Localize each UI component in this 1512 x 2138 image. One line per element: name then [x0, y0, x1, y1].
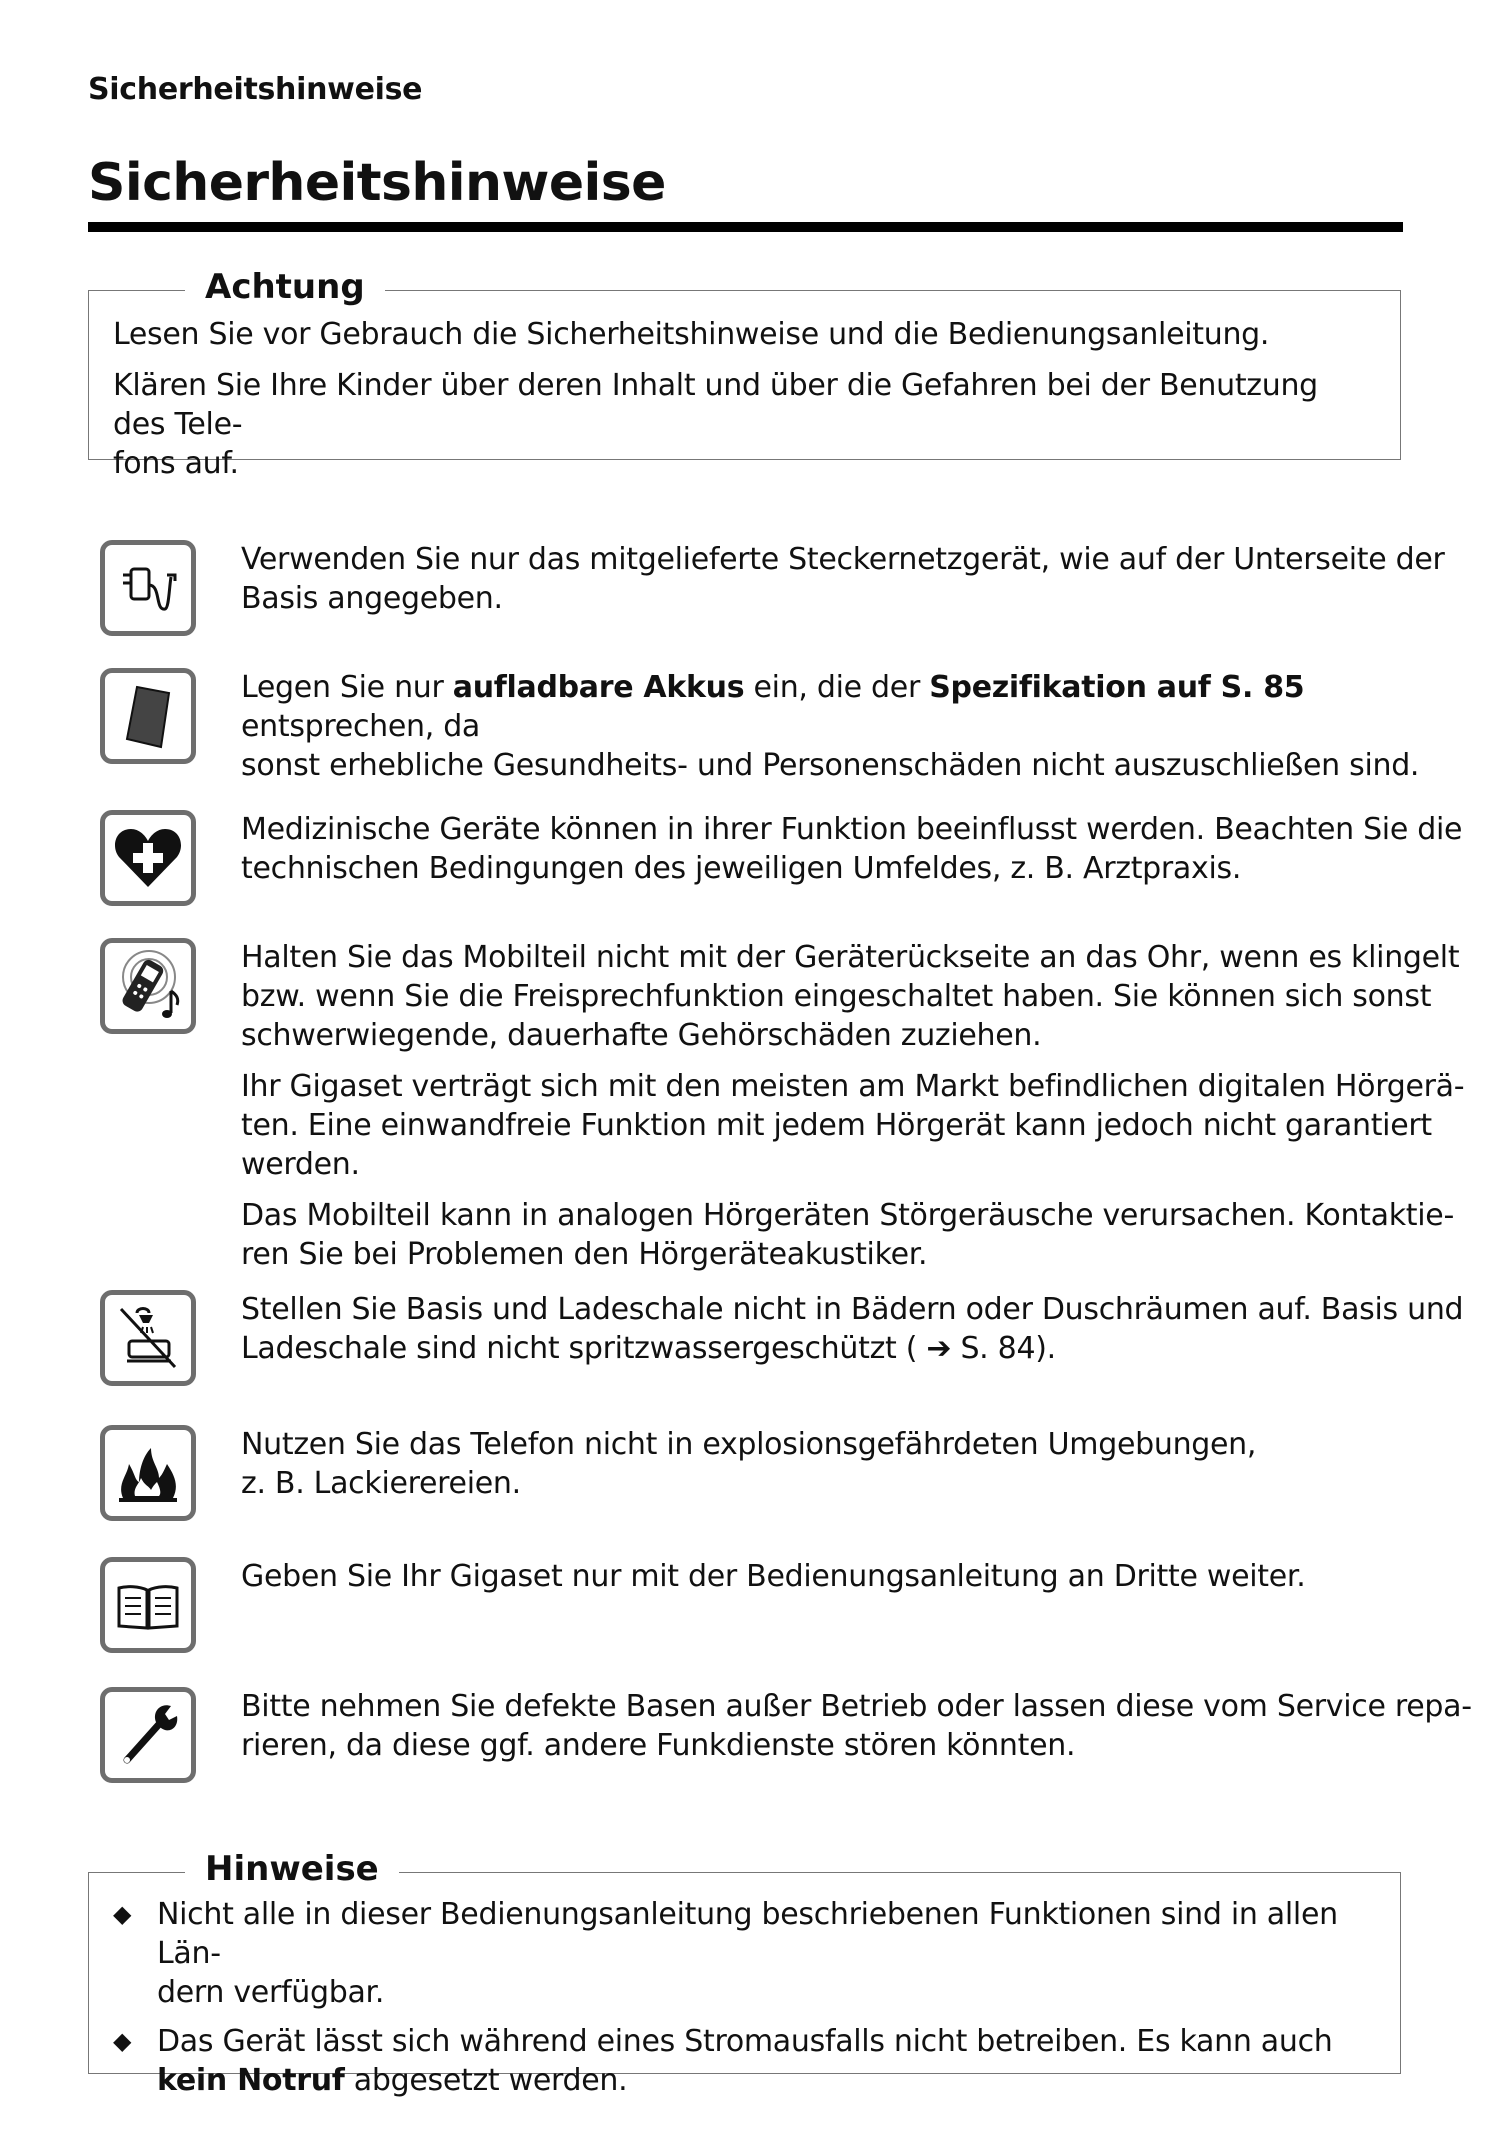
warning-text [241, 810, 1491, 900]
spec-reference-link[interactable]: Spezifikation auf S. 85 [929, 670, 1305, 705]
bold-no-emergency: kein Notruf [157, 2063, 345, 2098]
warning-paragraph: Geben Sie Ihr Gigaset nur mit der Bedienungsanleitung an Dritte weiter. [241, 1559, 1306, 1594]
warning-paragraph: Halten Sie das Mobilteil nicht mit der Geräterückseite an das Ohr, wenn es klingelt bzw. wenn Sie die Freisprechfunktion eingeschaltet haben. Sie können sich sonst schwerwiegende, dauerhafte Gehörschäden zuziehen. [241, 940, 1460, 1053]
diamond-bullet-icon: ◆ [113, 1900, 132, 1928]
warning-text [241, 938, 1491, 1286]
list-item-text: Nicht alle in dieser Bedienungsanleitung beschriebenen Funktionen sind in allen Län- dern verfügbar. [157, 1897, 1338, 2010]
hinweise-label: Hinweise [185, 1849, 399, 1889]
warning-paragraph: Nutzen Sie das Telefon nicht in explosionsgefährdeten Umgebungen, z. B. Lackierereien. [241, 1427, 1257, 1501]
power-adapter-icon [100, 540, 196, 636]
handset-ringing-icon [100, 938, 196, 1034]
achtung-paragraph: Klären Sie Ihre Kinder über deren Inhalt und über die Gefahren bei der Benutzung des Tele- fons auf. [113, 368, 1318, 481]
page-reference-link[interactable]: S. 84). [951, 1331, 1056, 1366]
warning-paragraph: Stellen Sie Basis und Ladeschale nicht in Bädern oder Duschräumen auf. Basis und Ladeschale sind nicht spritzwassergeschützt ( ➔ S. 84). [241, 1292, 1464, 1366]
warning-paragraph: Bitte nehmen Sie defekte Basen außer Betrieb oder lassen diese vom Service repa- rieren, da diese ggf. andere Funkdienste stören könnten. [241, 1689, 1472, 1763]
arrow-icon: ➔ [926, 1331, 952, 1366]
warning-text [241, 1687, 1491, 1777]
achtung-label: Achtung [185, 267, 385, 307]
warning-text [241, 1557, 1491, 1608]
achtung-paragraph: Lesen Sie vor Gebrauch die Sicherheitshinweise und die Bedienungsanleitung. [113, 317, 1270, 352]
achtung-box [88, 267, 1401, 481]
diamond-bullet-icon: ◆ [113, 2027, 132, 2055]
warning-text [241, 1425, 1491, 1515]
warning-paragraph: Verwenden Sie nur das mitgelieferte Steckernetzgerät, wie auf der Unterseite der Basis angegeben. [241, 542, 1445, 616]
title-rule [88, 222, 1403, 232]
page-title: Sicherheitshinweise [88, 153, 666, 213]
warning-text [241, 668, 1491, 797]
wrench-icon [100, 1687, 196, 1783]
hinweise-box [88, 1849, 1401, 2098]
no-shower-icon [100, 1290, 196, 1386]
list-item [89, 2022, 1376, 2100]
list-item [89, 1895, 1376, 2012]
running-header: Sicherheitshinweise [88, 72, 423, 107]
explosion-flame-icon [100, 1425, 196, 1521]
warning-paragraph: Ihr Gigaset verträgt sich mit den meisten am Markt befindlichen digitalen Hörgerä- ten. Eine einwandfreie Funktion mit jedem Hörgerät kann jedoch nicht garantiert werden. [241, 1069, 1465, 1182]
bold-rechargeable: aufladbare Akkus [452, 670, 745, 705]
warning-text [241, 1290, 1491, 1380]
open-book-icon [100, 1557, 196, 1653]
warning-paragraph: Das Mobilteil kann in analogen Hörgeräten Störgeräusche verursachen. Kontaktie- ren Sie bei Problemen den Hörgeräteakustiker. [241, 1198, 1454, 1272]
warning-text [241, 540, 1491, 630]
warning-paragraph: Medizinische Geräte können in ihrer Funktion beeinflusst werden. Beachten Sie die technischen Bedingungen des jeweiligen Umfeldes, z. B. Arztpraxis. [241, 812, 1463, 886]
battery-icon [100, 668, 196, 764]
hinweise-list [89, 1895, 1376, 2100]
warning-paragraph: Legen Sie nur aufladbare Akkus ein, die der Spezifikation auf S. 85 entsprechen, da sonst erhebliche Gesundheits- und Personenschäden nicht auszuschließen sind. [241, 670, 1420, 783]
list-item-text: Das Gerät lässt sich während eines Stromausfalls nicht betreiben. Es kann auch kein Notruf abgesetzt werden. [157, 2024, 1333, 2098]
medical-heart-icon [100, 810, 196, 906]
